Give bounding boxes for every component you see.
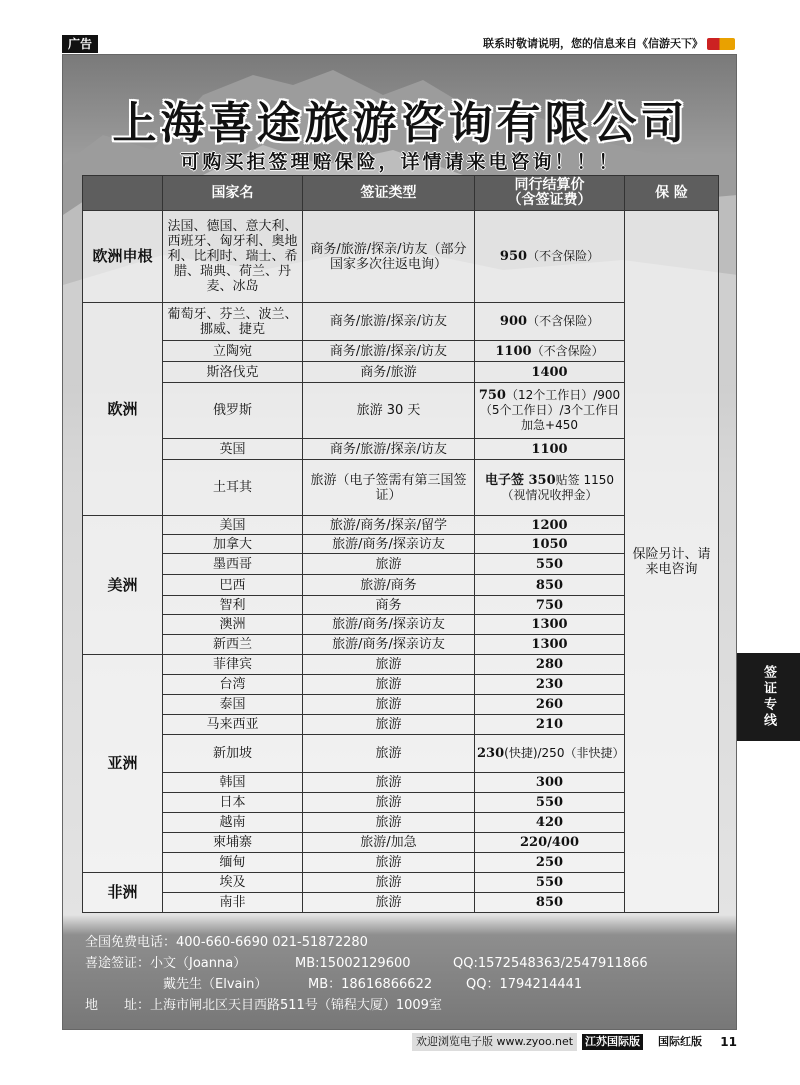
price-value: 850 — [535, 577, 564, 593]
table-row — [83, 516, 719, 535]
table-row — [83, 773, 719, 793]
country-cell: 俄罗斯 — [163, 383, 303, 439]
contact-1-name: 小文（Joanna） — [150, 956, 247, 971]
visa-type-cell: 旅游 — [303, 554, 475, 575]
price-cell — [475, 793, 625, 813]
price-value: 900 — [499, 314, 528, 329]
region-cell: 美洲 — [83, 516, 163, 655]
price-note: （不含保险） — [527, 314, 600, 328]
price-value: 1300 — [531, 637, 568, 652]
country-cell: 新加坡 — [163, 735, 303, 773]
region-cell: 亚洲 — [83, 655, 163, 873]
visa-type-cell: 旅游 — [303, 715, 475, 735]
table-row — [83, 554, 719, 575]
header-region — [83, 176, 163, 211]
page-number: 11 — [720, 1035, 737, 1049]
price-cell — [475, 655, 625, 675]
price-cell — [475, 439, 625, 460]
country-cell: 埃及 — [163, 873, 303, 893]
table-row — [83, 853, 719, 873]
table-row — [83, 575, 719, 596]
company-title: 上海喜途旅游咨询有限公司 — [112, 98, 689, 149]
country-cell: 澳洲 — [163, 615, 303, 635]
footer-edition-badge: 江苏国际版 — [582, 1034, 643, 1050]
price-cell — [475, 303, 625, 341]
visa-type-cell: 旅游/加急 — [303, 833, 475, 853]
visa-type-cell: 商务/旅游/探亲/访友 — [303, 341, 475, 362]
price-cell — [475, 554, 625, 575]
price-cell — [475, 341, 625, 362]
table-row — [83, 439, 719, 460]
price-value: 230 — [535, 677, 564, 692]
country-cell: 缅甸 — [163, 853, 303, 873]
country-cell: 韩国 — [163, 773, 303, 793]
visa-type-cell: 旅游 — [303, 695, 475, 715]
country-cell: 菲律宾 — [163, 655, 303, 675]
price-value: 1100 — [495, 343, 532, 359]
price-value: 250 — [535, 855, 564, 870]
price-cell — [475, 773, 625, 793]
price-value: 850 — [535, 895, 564, 910]
price-value: 750 — [478, 388, 506, 403]
price-cell — [475, 615, 625, 635]
country-cell: 葡萄牙、芬兰、波兰、挪威、捷克 — [163, 303, 303, 341]
contact-1-mobile: MB:15002129600 — [295, 956, 411, 971]
visa-type-cell: 商务/旅游/探亲/访友 — [303, 303, 475, 341]
price-cell — [475, 695, 625, 715]
table-header-row — [83, 176, 719, 211]
price-value: 550 — [535, 875, 564, 890]
visa-type-cell: 旅游 — [303, 655, 475, 675]
contact-2-name: 戴先生（Elvain） — [163, 977, 268, 992]
price-cell — [475, 893, 625, 913]
table-row — [83, 635, 719, 655]
visa-price-table — [82, 175, 719, 913]
price-cell — [475, 362, 625, 383]
visa-type-cell: 旅游/商务 — [303, 575, 475, 596]
table-row — [83, 535, 719, 554]
price-value: 750 — [535, 597, 564, 613]
table-row — [83, 615, 719, 635]
visa-type-cell: 旅游/商务/探亲访友 — [303, 635, 475, 655]
country-cell: 柬埔寨 — [163, 833, 303, 853]
price-value: 1100 — [531, 441, 568, 457]
price-value: 1400 — [531, 364, 568, 380]
region-cell: 欧洲申根 — [83, 211, 163, 303]
price-cell — [475, 635, 625, 655]
price-note: （不含保险） — [531, 343, 604, 358]
contact-2-mobile: MB：18616866622 — [308, 977, 433, 992]
table-row — [83, 655, 719, 675]
price-cell — [475, 853, 625, 873]
country-cell: 斯洛伐克 — [163, 362, 303, 383]
visa-type-cell: 商务 — [303, 596, 475, 615]
table-row — [83, 383, 719, 439]
table-row — [83, 596, 719, 615]
visa-type-cell: 旅游 — [303, 773, 475, 793]
price-cell — [475, 460, 625, 516]
contact-2-qq: QQ：1794214441 — [466, 977, 583, 992]
visa-type-cell: 旅游 — [303, 793, 475, 813]
table-row — [83, 893, 719, 913]
top-bar — [62, 35, 737, 53]
hotline-numbers: 400-660-6690 021-51872280 — [176, 935, 368, 950]
side-tab-label: 签证专线 — [761, 665, 776, 729]
footer-website: 欢迎浏览电子版 www.zyoo.net — [412, 1033, 577, 1051]
table-row — [83, 695, 719, 715]
price-cell — [475, 596, 625, 615]
price-cell — [475, 873, 625, 893]
visa-type-cell: 旅游 — [303, 813, 475, 833]
header-visa-type: 签证类型 — [303, 176, 475, 211]
footer — [412, 1033, 737, 1051]
price-cell — [475, 211, 625, 303]
price-value: 1050 — [531, 536, 568, 552]
address: 上海市闸北区天目西路511号（锦程大厦）1009室 — [150, 998, 442, 1013]
country-cell: 智利 — [163, 596, 303, 615]
price-value: 280 — [535, 657, 564, 672]
visa-contact-label: 喜途签证： — [85, 956, 151, 971]
price-value: 550 — [535, 795, 564, 810]
table-row — [83, 793, 719, 813]
table-row — [83, 833, 719, 853]
price-cell — [475, 535, 625, 554]
ad-panel — [62, 54, 737, 1030]
price-note: （不含保险） — [527, 249, 600, 263]
publication-logo — [707, 38, 735, 50]
source-note: 联系时敬请说明，您的信息来自《信游天下》 — [483, 37, 703, 50]
table-row — [83, 460, 719, 516]
price-value: 550 — [535, 556, 564, 572]
price-value: 1200 — [531, 517, 568, 533]
visa-type-cell: 旅游 — [303, 853, 475, 873]
header-price: 同行结算价 （含签证费） — [475, 176, 625, 211]
visa-hotline-side-tab — [737, 653, 800, 741]
price-value: 230 — [477, 746, 505, 761]
header-country: 国家名 — [163, 176, 303, 211]
table-body — [83, 211, 719, 913]
insurance-slogan: 可购买拒签理赔保险，详情请来电咨询！！！ — [180, 151, 621, 173]
table-row — [83, 873, 719, 893]
visa-type-cell: 旅游（电子签需有第三国签证） — [303, 460, 475, 516]
price-cell — [475, 813, 625, 833]
visa-type-cell: 商务/旅游 — [303, 362, 475, 383]
table-row — [83, 735, 719, 773]
price-value: 210 — [535, 717, 564, 732]
price-cell — [475, 715, 625, 735]
table-row — [83, 341, 719, 362]
price-cell — [475, 735, 625, 773]
country-cell: 越南 — [163, 813, 303, 833]
visa-type-cell: 旅游/商务/探亲/留学 — [303, 516, 475, 535]
country-cell: 巴西 — [163, 575, 303, 596]
price-note: 贴签 1150（视情况收押金） — [501, 472, 615, 502]
visa-type-cell: 旅游 30 天 — [303, 383, 475, 439]
address-label: 地 址： — [85, 998, 151, 1013]
country-cell: 美国 — [163, 516, 303, 535]
region-cell: 非洲 — [83, 873, 163, 913]
table-row — [83, 303, 719, 341]
country-cell: 台湾 — [163, 675, 303, 695]
table-row — [83, 211, 719, 303]
table-row — [83, 675, 719, 695]
hotline-label: 全国免费电话： — [85, 935, 177, 950]
table-row — [83, 715, 719, 735]
region-cell: 欧洲 — [83, 303, 163, 516]
price-value: 300 — [535, 775, 564, 790]
contact-1-qq: QQ:1572548363/2547911866 — [453, 956, 648, 971]
visa-type-cell: 旅游/商务/探亲访友 — [303, 615, 475, 635]
country-cell: 马来西亚 — [163, 715, 303, 735]
price-cell — [475, 575, 625, 596]
country-cell: 加拿大 — [163, 535, 303, 554]
price-cell — [475, 675, 625, 695]
country-cell: 法国、德国、意大利、西班牙、匈牙利、奥地利、比利时、瑞士、希腊、瑞典、荷兰、丹麦、冰岛 — [163, 211, 303, 303]
country-cell: 日本 — [163, 793, 303, 813]
visa-type-cell: 商务/旅游/探亲/访友 — [303, 439, 475, 460]
country-cell: 泰国 — [163, 695, 303, 715]
price-note: (快捷)/250（非快捷） — [504, 746, 625, 760]
price-value: 220/400 — [519, 835, 580, 850]
price-value: 1300 — [531, 617, 568, 632]
country-cell: 南非 — [163, 893, 303, 913]
price-cell — [475, 383, 625, 439]
price-note: （12个工作日）/900（5个工作日）/3个工作日加急+450 — [479, 388, 621, 432]
country-cell: 墨西哥 — [163, 554, 303, 575]
table-row — [83, 362, 719, 383]
insurance-note-cell: 保险另计、请来电咨询 — [625, 211, 719, 913]
country-cell: 英国 — [163, 439, 303, 460]
header-insurance: 保 险 — [625, 176, 719, 211]
price-value: 950 — [499, 249, 528, 264]
price-value: 420 — [535, 815, 564, 830]
contact-block — [85, 932, 648, 1016]
price-cell — [475, 516, 625, 535]
footer-edition: 国际红版 — [658, 1035, 702, 1048]
country-cell: 立陶宛 — [163, 341, 303, 362]
price-value: 260 — [535, 697, 564, 712]
table-row — [83, 813, 719, 833]
visa-type-cell: 旅游 — [303, 893, 475, 913]
country-cell: 新西兰 — [163, 635, 303, 655]
visa-type-cell: 旅游 — [303, 735, 475, 773]
ad-tag: 广告 — [62, 35, 98, 53]
price-cell — [475, 833, 625, 853]
visa-type-cell: 旅游/商务/探亲访友 — [303, 535, 475, 554]
visa-type-cell: 商务/旅游/探亲/访友（部分国家多次往返电询） — [303, 211, 475, 303]
price-value: 电子签 350 — [484, 472, 556, 488]
visa-type-cell: 旅游 — [303, 675, 475, 695]
visa-type-cell: 旅游 — [303, 873, 475, 893]
country-cell: 土耳其 — [163, 460, 303, 516]
